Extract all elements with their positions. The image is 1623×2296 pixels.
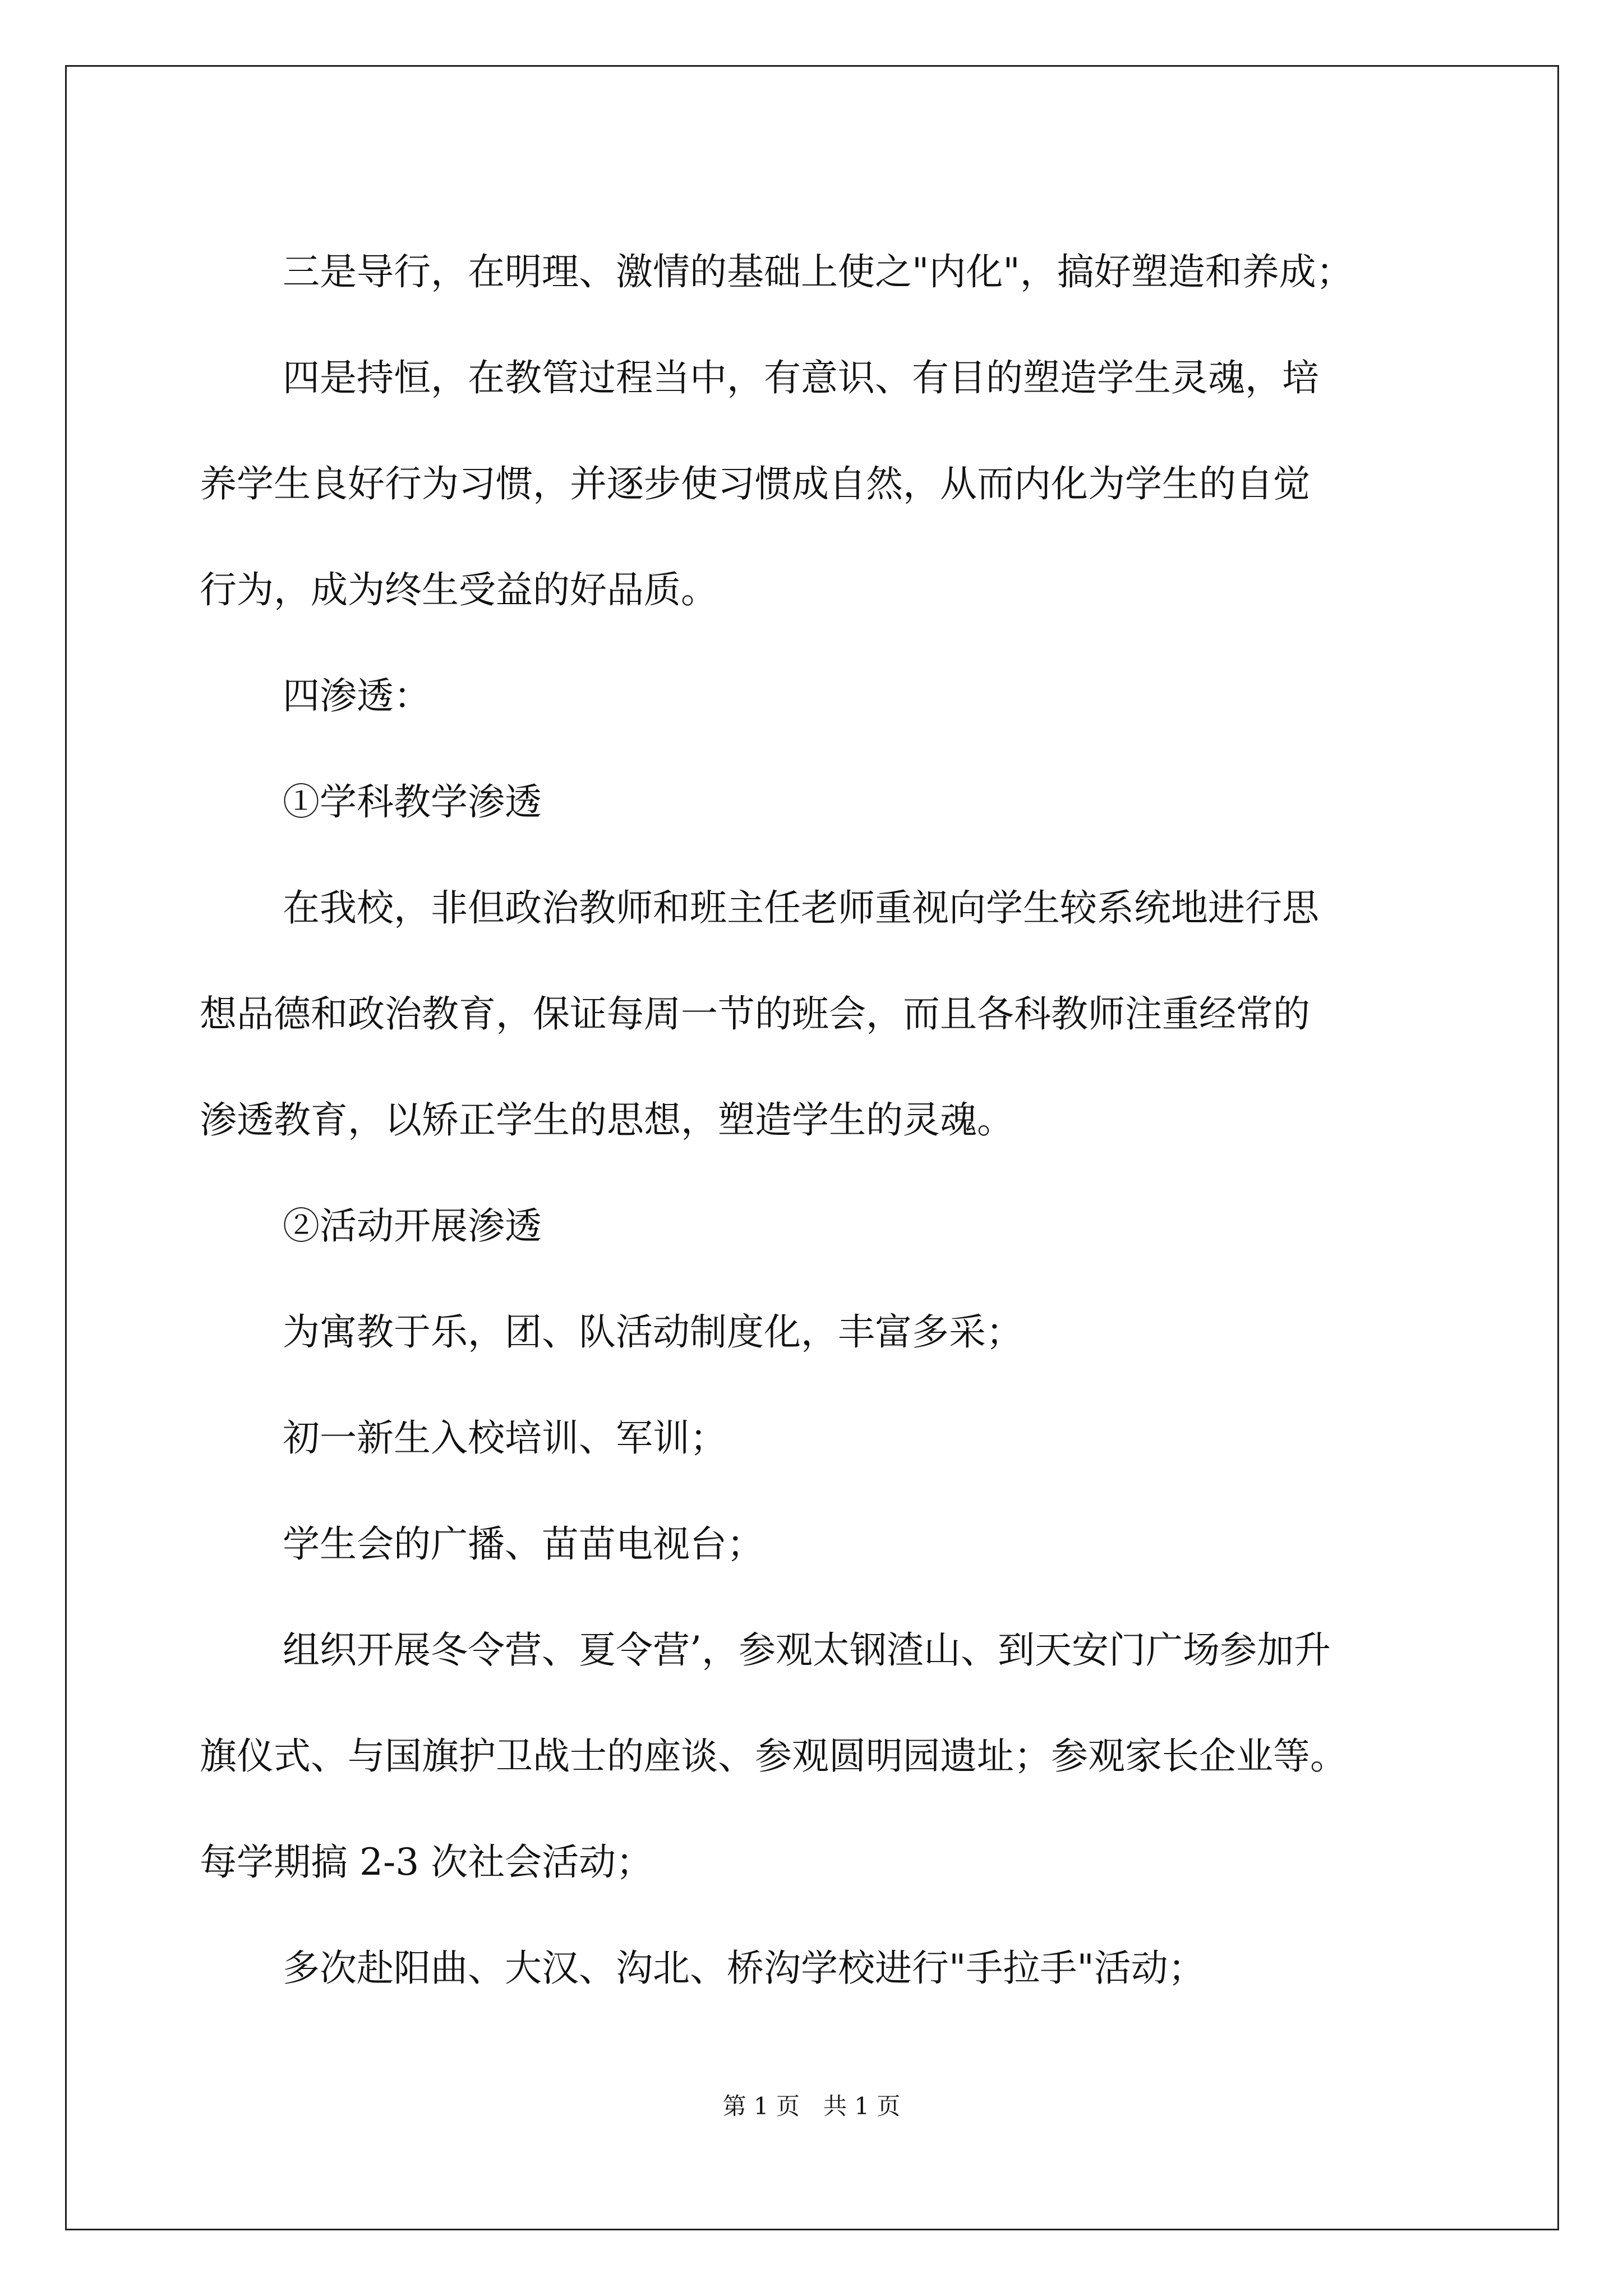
paragraph-line: 每学期搞 2-3 次社会活动； <box>200 1841 653 1884</box>
paragraph-line: 养学生良好行为习惯，并逐步使习惯成自然，从而内化为学生的自觉 <box>200 462 1310 505</box>
section-heading: 四渗透： <box>283 674 431 717</box>
paragraph-line: 行为，成为终生受益的好品质。 <box>200 568 718 611</box>
subsection-heading: ①学科教学渗透 <box>283 780 542 823</box>
paragraph-line: 为寓教于乐，团、队活动制度化，丰富多采； <box>283 1310 1023 1354</box>
paragraph-line: 旗仪式、与国旗护卫战士的座谈、参观圆明园遗址；参观家长企业等。 <box>200 1734 1347 1778</box>
paragraph-line: 学生会的广播、苗苗电视台； <box>283 1522 764 1566</box>
document-body <box>200 219 1433 2021</box>
paragraph-line: 初一新生入校培训、军训； <box>283 1416 727 1460</box>
page-footer: 第 1 页 共 1 页 <box>722 2092 901 2120</box>
paragraph-line: 在我校，非但政治教师和班主任老师重视向学生较系统地进行思 <box>283 886 1319 930</box>
paragraph-line: 想品德和政治教育，保证每周一节的班会，而且各科教师注重经常的 <box>200 992 1310 1036</box>
paragraph-line: 四是持恒，在教管过程当中，有意识、有目的塑造学生灵魂，培 <box>283 356 1319 399</box>
paragraph-line: 多次赴阳曲、大汉、沟北、桥沟学校进行"手拉手"活动； <box>283 1947 1205 1990</box>
paragraph-line: 三是导行，在明理、激情的基础上使之"内化"，搞好塑造和养成； <box>283 250 1353 293</box>
paragraph-line: 渗透教育，以矫正学生的思想，塑造学生的灵魂。 <box>200 1098 1014 1142</box>
subsection-heading: ②活动开展渗透 <box>283 1204 542 1248</box>
paragraph-line: 组织开展冬令营、夏令营’，参观太钢渣山、到天安门广场参加升 <box>283 1628 1331 1672</box>
